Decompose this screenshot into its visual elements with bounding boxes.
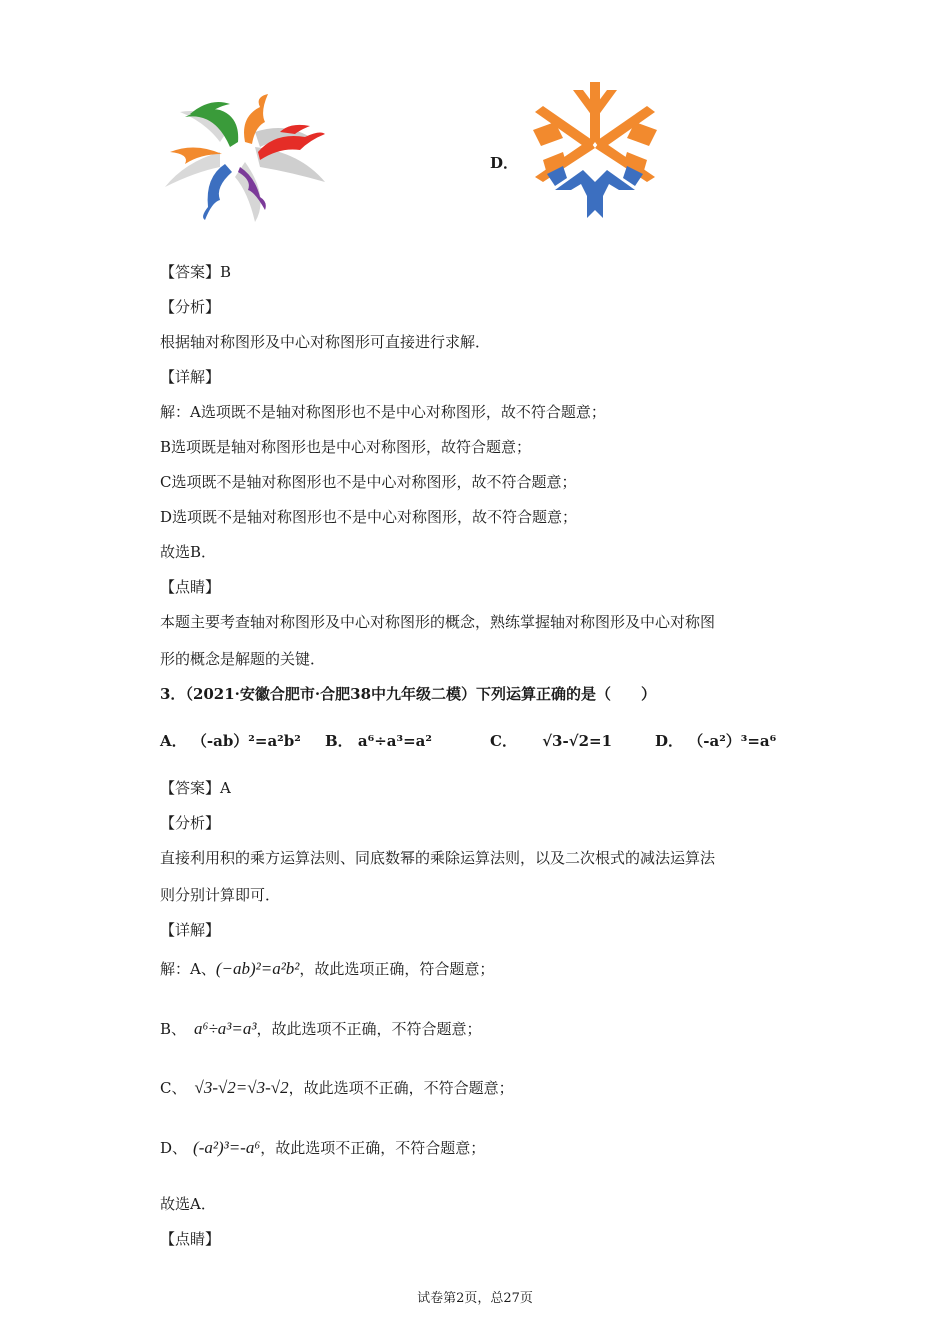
q2-answer-tag: 【答案】: [160, 263, 221, 281]
q3-stem: 下列运算正确的是（ ）: [476, 685, 657, 703]
option-d-label: D．: [490, 154, 519, 172]
q3-option-c: [490, 731, 612, 751]
formula-b: a⁶÷a³=a³: [194, 1019, 257, 1038]
q3-answer-value: A: [220, 779, 231, 797]
option-label: C．: [490, 732, 517, 750]
q3-detail-c: [160, 1078, 514, 1098]
q3-option-d: [655, 731, 776, 751]
q2-note-line: 形的概念是解题的关键．: [160, 650, 326, 668]
q2-answer-value: B: [220, 263, 232, 281]
detail-text: ，故此选项不正确，不符合题意；: [288, 1079, 514, 1097]
page-footer: 试卷第2页，总27页: [417, 1291, 533, 1306]
detail-prefix: B、: [160, 1020, 187, 1038]
formula-d: (-a²)³=-a⁶: [193, 1138, 261, 1157]
detail-text: ，故此选项不正确，不符合题意；: [256, 1020, 482, 1038]
q2-detail-line: D选项既不是轴对称图形也不是中心对称图形，故不符合题意；: [160, 508, 578, 526]
detail-prefix: C、: [160, 1079, 187, 1097]
option-text: （-a²）³=a⁶: [688, 732, 777, 750]
formula-a: (−ab)²=a²b²: [215, 959, 300, 978]
q3-option-b: [325, 731, 432, 751]
q2-note-line: 本题主要考查轴对称图形及中心对称图形的概念，熟练掌握轴对称图形及中心对称图: [160, 613, 716, 631]
detail-text: ，故此选项不正确，不符合题意；: [260, 1139, 486, 1157]
option-label: B．: [325, 732, 353, 750]
option-d-snowflake-logo: [533, 82, 657, 220]
q3-conclusion: 故选A．: [160, 1195, 216, 1213]
q2-detail-line: B选项既是轴对称图形也是中心对称图形，故符合题意；: [160, 438, 532, 456]
q3-detail-a: [160, 959, 494, 979]
detail-prefix: D、: [160, 1139, 188, 1157]
q2-detail-tag: 【详解】: [160, 368, 221, 386]
q2-note-tag: 【点睛】: [160, 578, 221, 596]
q3-detail-d: [160, 1138, 485, 1158]
option-label: A．: [160, 732, 187, 750]
q3-heading: [160, 684, 656, 704]
q2-detail-line: C选项既不是轴对称图形也不是中心对称图形，故不符合题意；: [160, 473, 577, 491]
q3-analysis-line: 直接利用积的乘方运算法则、同底数幂的乘除运算法则，以及二次根式的减法运算法: [160, 849, 716, 867]
detail-text: ，故此选项正确，符合题意；: [299, 960, 495, 978]
option-c-flame-logo: [160, 92, 330, 224]
q2-conclusion: 故选B．: [160, 543, 217, 561]
option-text: a⁶÷a³=a²: [357, 732, 432, 750]
q3-number: 3．: [160, 685, 186, 703]
detail-prefix: 解：A、: [160, 960, 216, 978]
q2-analysis-text: 根据轴对称图形及中心对称图形可直接进行求解．: [160, 333, 491, 351]
q3-note-tag: 【点睛】: [160, 1230, 221, 1248]
q3-detail-tag: 【详解】: [160, 921, 221, 939]
option-label: D．: [655, 732, 684, 750]
q3-analysis-tag: 【分析】: [160, 814, 221, 832]
q3-answer-tag: 【答案】: [160, 779, 221, 797]
q3-option-a: [160, 731, 301, 751]
option-text: （-ab）²=a²b²: [191, 732, 301, 750]
q3-detail-b: [160, 1019, 481, 1039]
q3-source: （2021·安徽合肥市·合肥38中九年级二模）: [185, 685, 477, 703]
q2-detail-line: 解：A选项既不是轴对称图形也不是中心对称图形，故不符合题意；: [160, 403, 606, 421]
formula-c: √3-√2=√3-√2: [194, 1078, 289, 1097]
option-text: √3-√2=1: [542, 732, 613, 750]
q2-analysis-tag: 【分析】: [160, 298, 221, 316]
q3-analysis-line: 则分别计算即可．: [160, 886, 281, 904]
